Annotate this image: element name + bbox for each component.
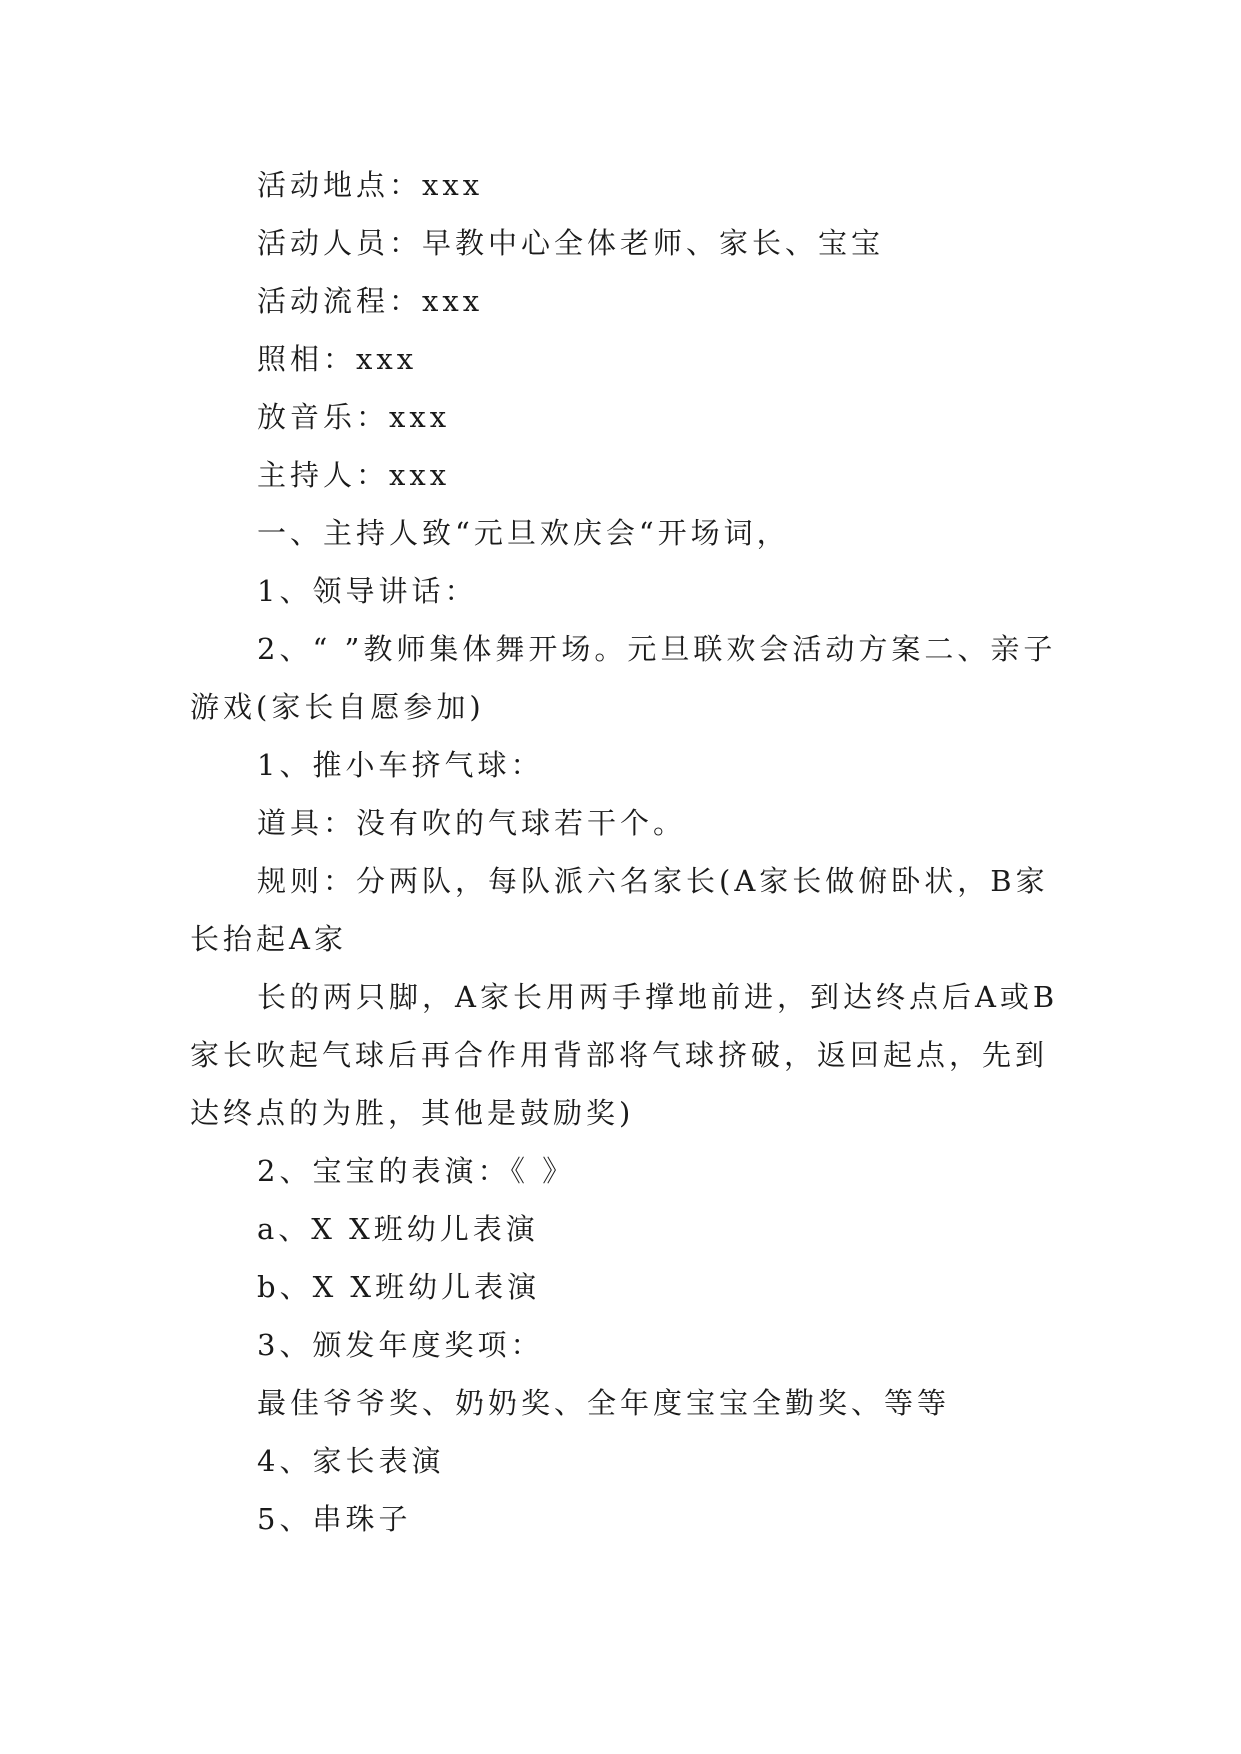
paragraph-leader-speech: 1、领导讲话：	[257, 574, 478, 608]
paragraph-music: 放音乐：xxx	[257, 400, 451, 434]
paragraph-push-cart-game: 1、推小车挤气球：	[257, 748, 544, 782]
paragraph-beading: 5、串珠子	[257, 1502, 412, 1536]
paragraph-rules: 规则：分两队，每队派六名家长(A家长做俯卧状，B家长抬起A家	[190, 864, 1049, 956]
paragraph-activity-location: 活动地点：xxx	[257, 168, 484, 202]
paragraph-award-list: 最佳爷爷奖、奶奶奖、全年度宝宝全勤奖、等等	[257, 1386, 951, 1420]
document-body	[190, 156, 1060, 1548]
paragraph-annual-awards: 3、颁发年度奖项：	[257, 1328, 544, 1362]
paragraph-class-b-performance: b、X X班幼儿表演	[257, 1270, 541, 1304]
paragraph-section-one: 一、主持人致“元旦欢庆会“开场词，	[257, 516, 790, 550]
paragraph-parent-performance: 4、家长表演	[257, 1444, 445, 1478]
paragraph-rules-continued: 长的两只脚，A家长用两手撑地前进，到达终点后A或B家长吹起气球后再合作用背部将气球挤破，返回起点，先到达终点的为胜，其他是鼓励奖)	[190, 980, 1059, 1130]
paragraph-class-a-performance: a、X X班幼儿表演	[257, 1212, 539, 1246]
paragraph-baby-performance: 2、宝宝的表演：《 》	[257, 1154, 576, 1188]
paragraph-host: 主持人：xxx	[257, 458, 451, 492]
paragraph-props: 道具：没有吹的气球若干个。	[257, 806, 687, 840]
paragraph-activity-participants: 活动人员：早教中心全体老师、家长、宝宝	[257, 226, 885, 260]
paragraph-photography: 照相：xxx	[257, 342, 418, 376]
paragraph-teacher-dance: 2、“ ”教师集体舞开场。元旦联欢会活动方案二、亲子游戏(家长自愿参加)	[190, 632, 1057, 724]
paragraph-activity-process: 活动流程：xxx	[257, 284, 484, 318]
